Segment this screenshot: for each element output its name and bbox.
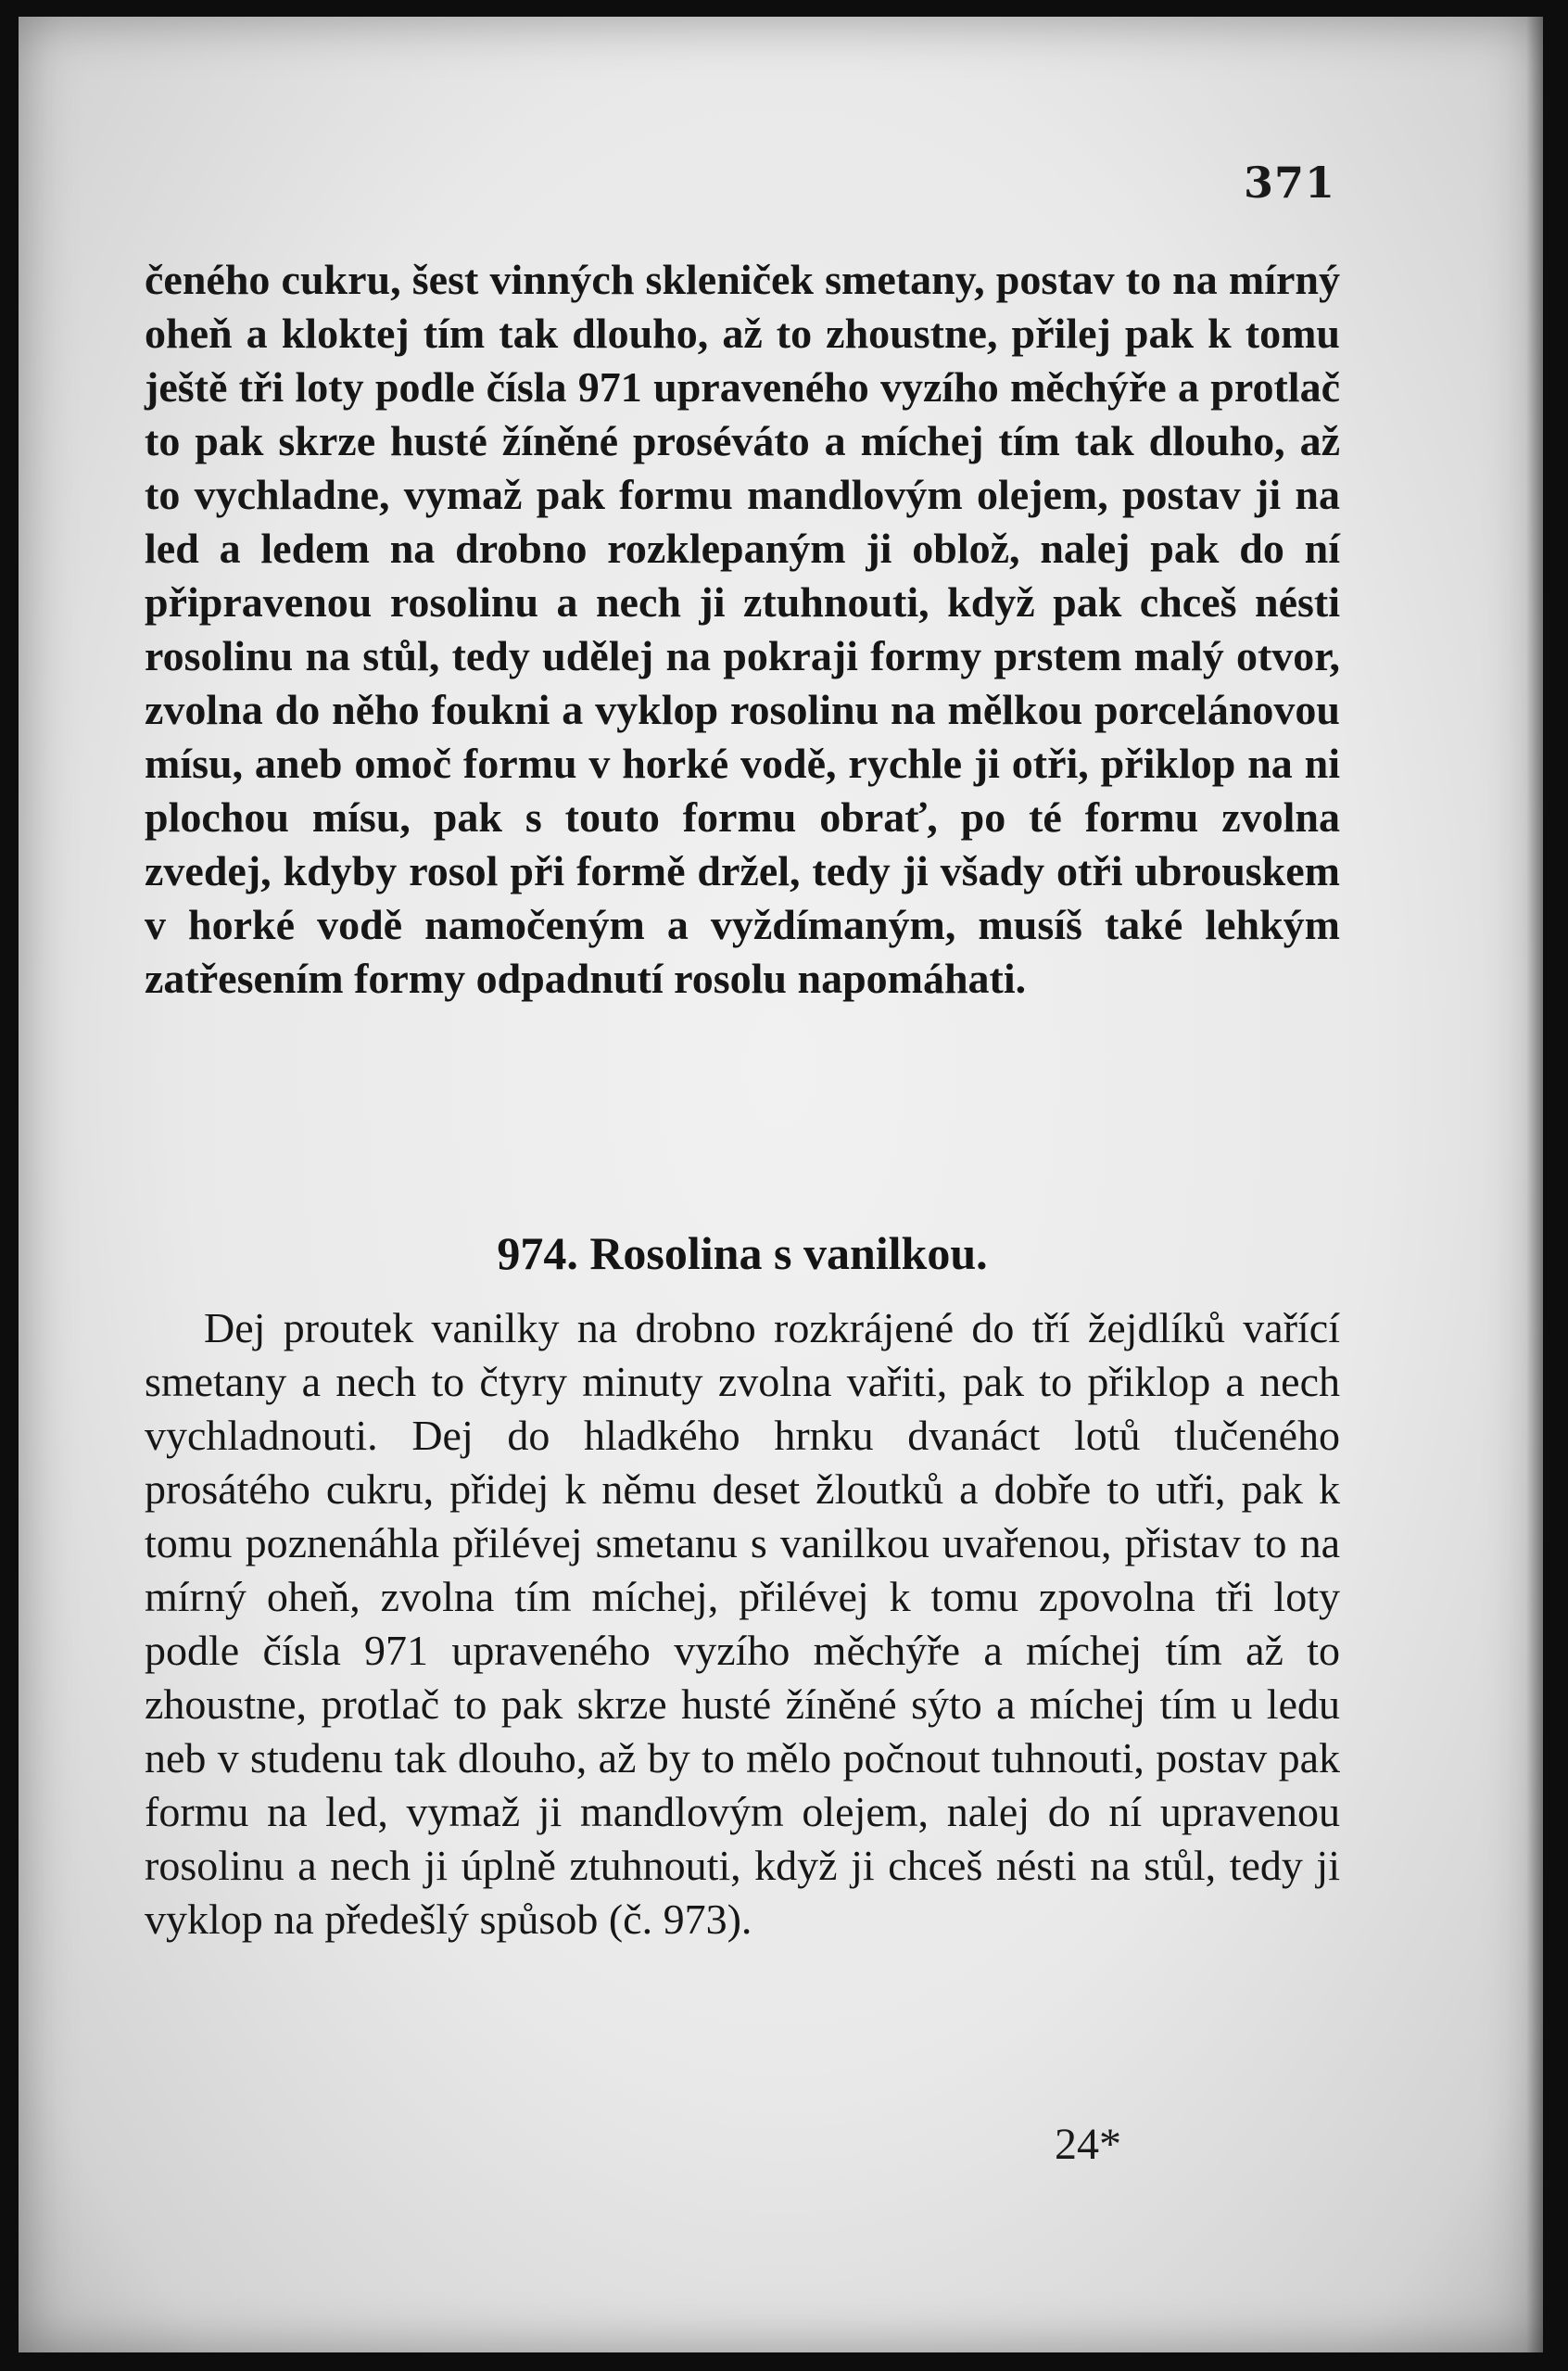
continuation-paragraph: čeného cukru, šest vinných skleniček smetany, postav to na mírný oheň a kloktej tím tak dlouho, až to zhoustne, přilej pak k tomu ještě tři loty podle čísla 971 upraveného vyzího měchýře a protlač to pak skrze husté žíněné proséváto a míchej tím tak dlouho, až to vychladne, vymaž pak formu mandlovým olejem, postav ji na led a ledem na drobno rozklepaným ji oblož, nalej pak do ní připravenou rosolinu a nech ji ztuhnouti, když pak chceš nésti rosolinu na stůl, tedy udělej na pokraji formy prstem malý otvor, zvolna do něho foukni a vyklop rosolinu na mělkou porcelánovou mísu, aneb omoč formu v horké vodě, rychle ji otři, přiklop na ni plochou mísu, pak s touto formu obrať, po té formu zvolna zvedej, kdyby rosol při formě držel, tedy ji všady otři ubrouskem v horké vodě namočeným a vyždímaným, musíš také lehkým zatřesením formy odpadnutí rosolu napomáhati.	[145, 256, 1340, 1002]
book-page	[19, 17, 1543, 2352]
printer-signature-mark: 24*	[1055, 2120, 1121, 2169]
page-edge-shadow	[1526, 17, 1543, 2352]
recipe-paragraph: Dej proutek vanilky na drobno rozkrájené do tří žejdlíků vařící smetany a nech to čtyry minuty zvolna vařiti, pak to přiklop a nech vychladnouti. Dej do hladkého hrnku dvanáct lotů tlučeného prosátého cukru, přidej k němu deset žloutků a dobře to utři, pak k tomu poznenáhla přilévej smetanu s vanilkou uvařenou, přistav to na mírný oheň, zvolna tím míchej, přilévej k tomu zpovolna tři loty podle čísla 971 upraveného vyzího měchýře a míchej tím až to zhoustne, protlač to pak skrze husté žíněné sýto a míchej tím u ledu neb v studenu tak dlouho, až by to mělo počnout tuhnouti, postav pak formu na led, vymaž ji mandlovým olejem, nalej do ní upravenou rosolinu a nech ji úplně ztuhnouti, když ji chceš nésti na stůl, tedy ji vyklop na předešlý spůsob (č. 973).	[145, 1304, 1340, 1943]
recipe-heading: 974. Rosolina s vanilkou.	[497, 1227, 988, 1279]
page-number: 371	[1244, 158, 1336, 208]
